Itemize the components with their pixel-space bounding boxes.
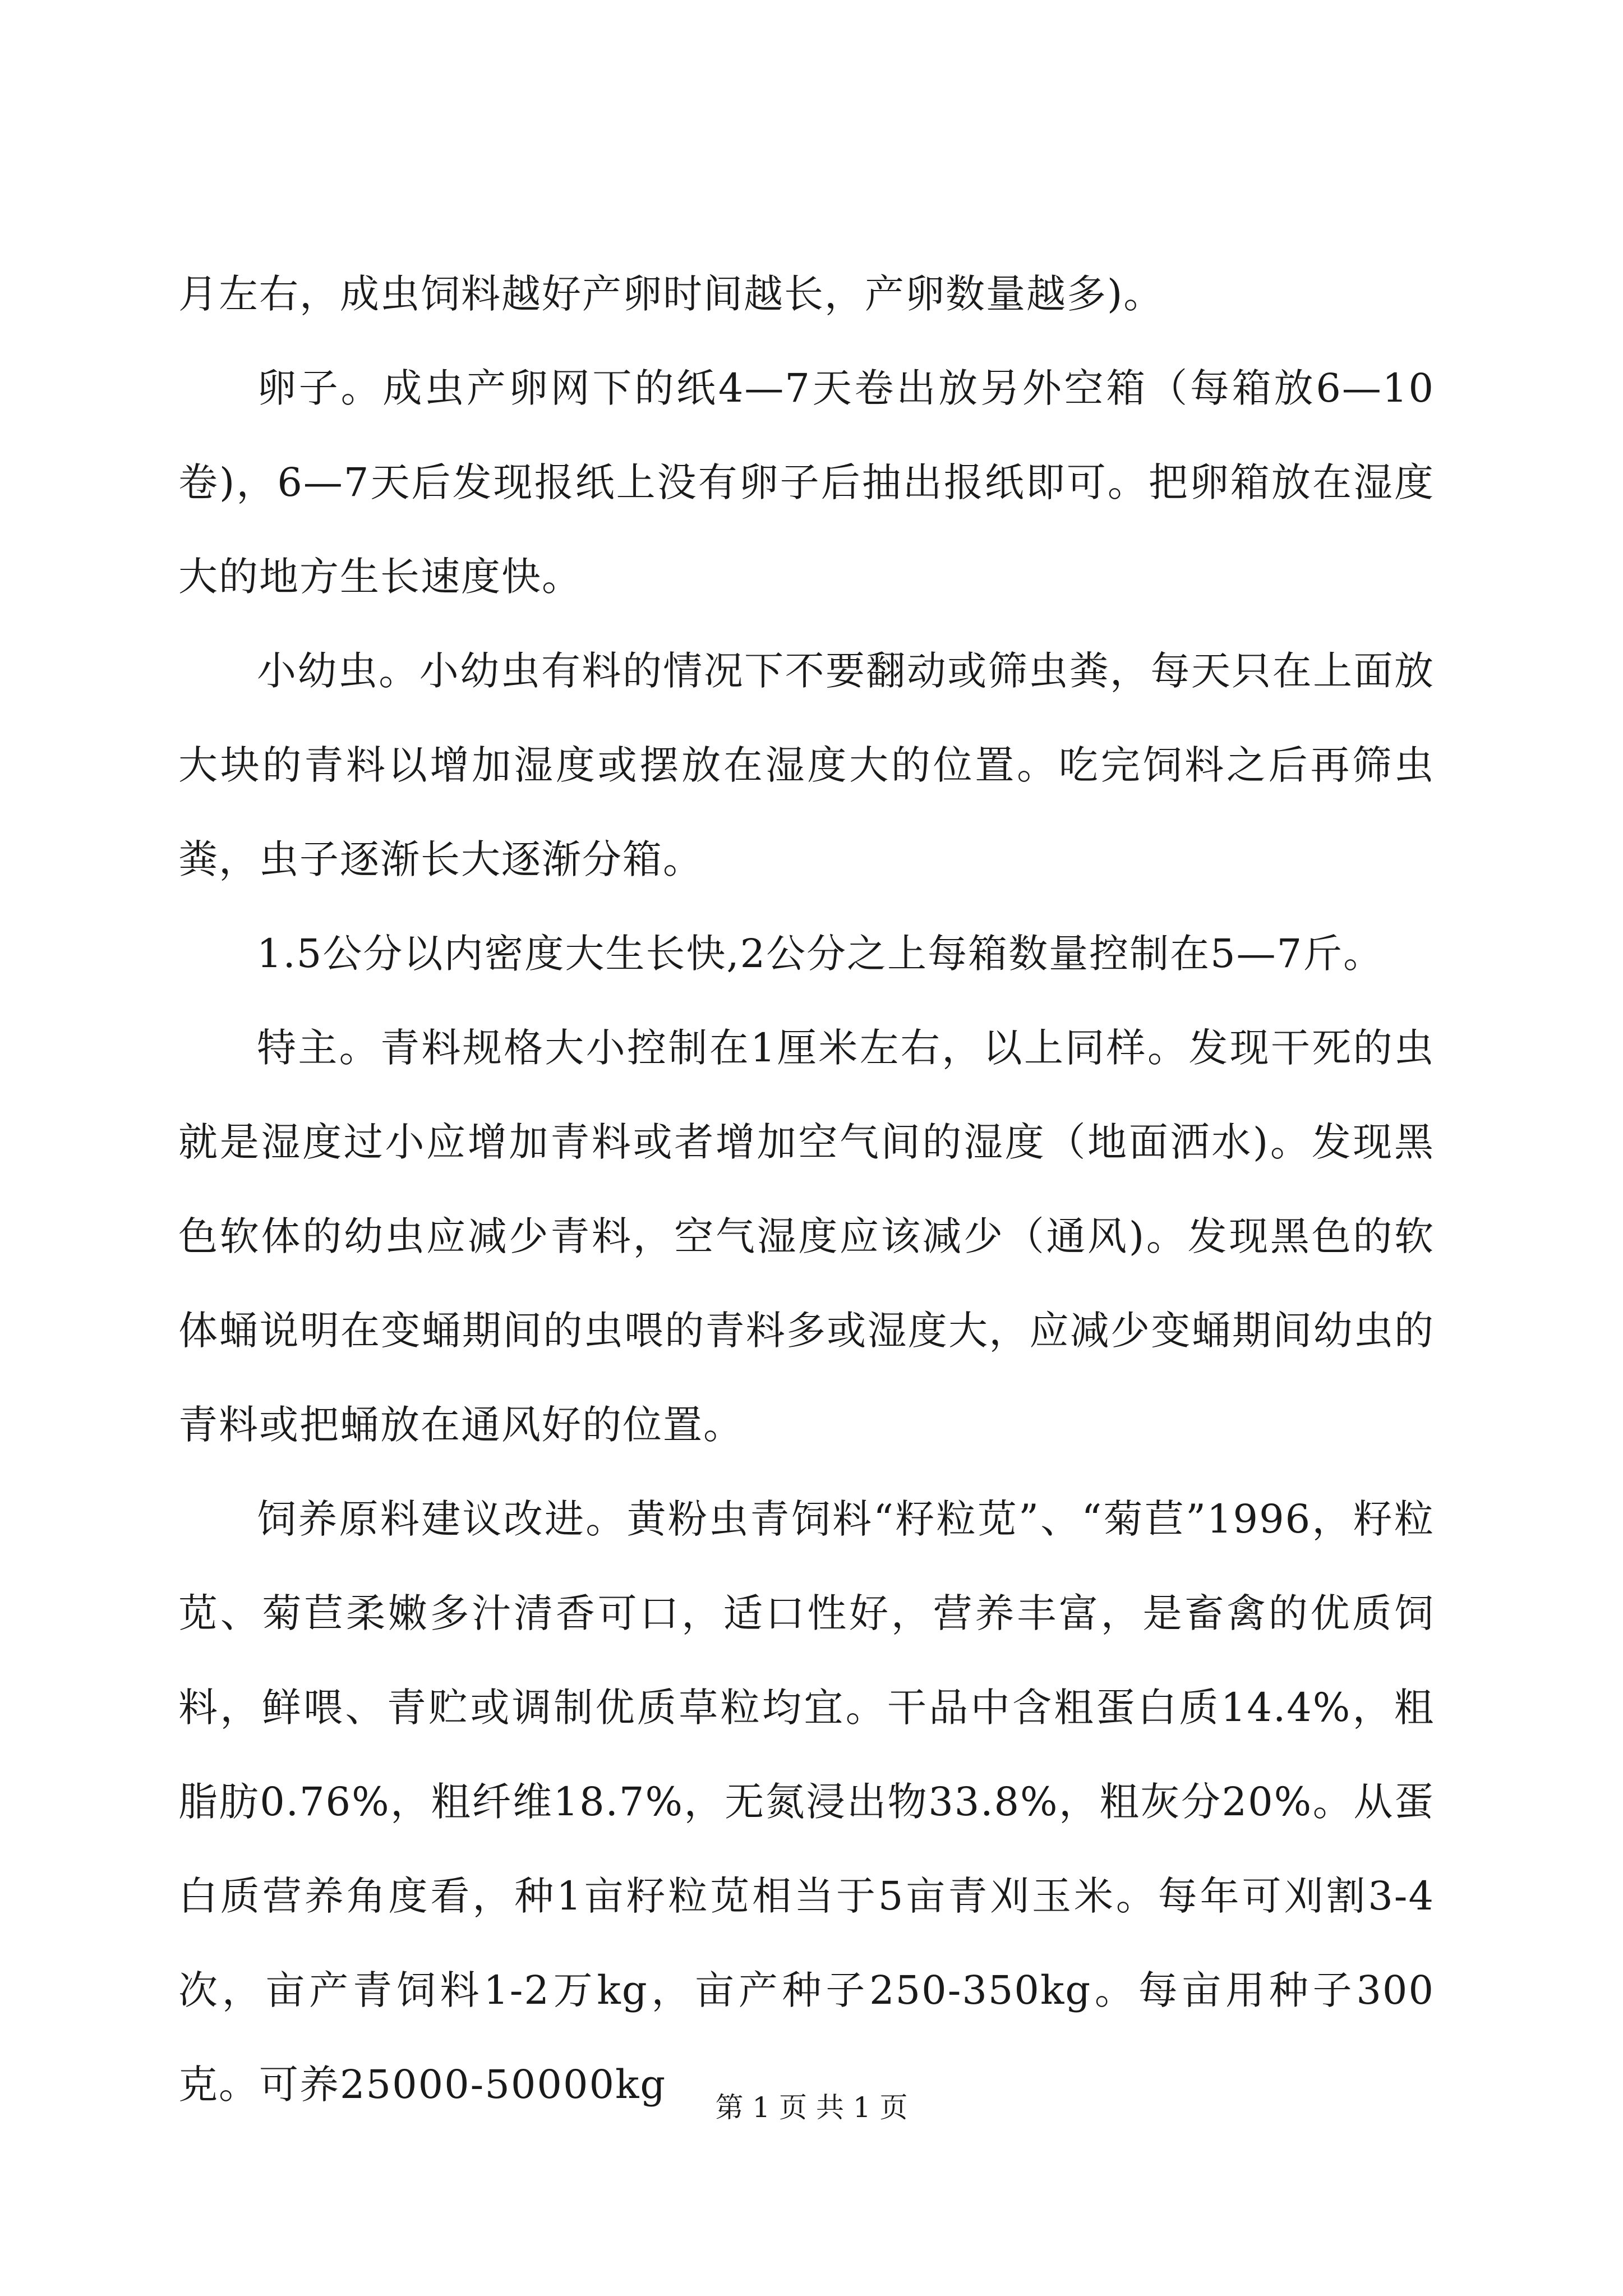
paragraph-4: 1.5公分以内密度大生长快,2公分之上每箱数量控制在5—7斤。 — [257, 931, 1384, 977]
document-body — [178, 247, 1435, 2132]
paragraph-2: 卵子。成虫产卵网下的纸4—7天卷出放另外空箱（每箱放6—10卷)，6—7天后发现报纸上没有卵子后抽出报纸即可。把卵箱放在湿度大的地方生长速度快。 — [178, 365, 1435, 600]
paragraph-1: 月左右，成虫饲料越好产卵时间越长，产卵数量越多)。 — [178, 271, 1164, 317]
page-footer: 第 1 页 共 1 页 — [715, 2091, 908, 2124]
paragraph-6: 饲养原料建议改进。黄粉虫青饲料“籽粒苋”、“菊苣”1996，籽粒苋、菊苣柔嫩多汁清香可口，适口性好，营养丰富，是畜禽的优质饲料，鲜喂、青贮或调制优质草粒均宜。干品中含粗蛋白质14.4%，粗脂肪0.76%，粗纤维18.7%，无氮浸出物33.8%，粗灰分20%。从蛋白质营养角度看，种1亩籽粒苋相当于5亩青刈玉米。每年可刈割3-4次，亩产青饲料1-2万kg，亩产种子250-350kg。每亩用种子300克。可养25000-50000kg — [178, 1496, 1435, 2108]
paragraph-5: 特主。青料规格大小控制在1厘米左右，以上同样。发现干死的虫就是湿度过小应增加青料或者增加空气间的湿度（地面洒水)。发现黑色软体的幼虫应减少青料，空气湿度应该减少（通风)。发现黑色的软体蛹说明在变蛹期间的虫喂的青料多或湿度大，应减少变蛹期间幼虫的青料或把蛹放在通风好的位置。 — [178, 1025, 1435, 1448]
paragraph-3: 小幼虫。小幼虫有料的情况下不要翻动或筛虫粪，每天只在上面放大块的青料以增加湿度或摆放在湿度大的位置。吃完饲料之后再筛虫粪，虫子逐渐长大逐渐分箱。 — [178, 648, 1435, 882]
